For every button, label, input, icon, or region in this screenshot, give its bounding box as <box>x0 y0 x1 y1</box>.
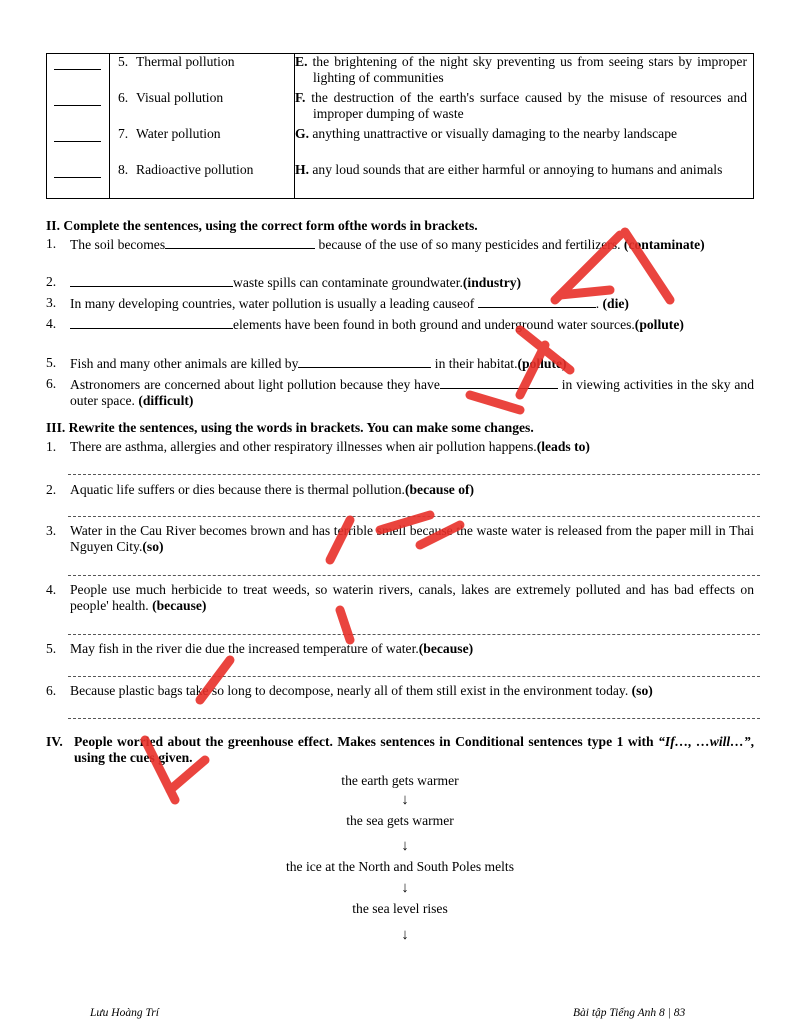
cue-step: the earth gets warmer <box>341 773 459 788</box>
item-number: 3. <box>46 295 57 310</box>
exercise-item <box>46 376 754 409</box>
section-4-title <box>46 734 754 766</box>
item-number: 4. <box>46 582 57 597</box>
answer-blank[interactable] <box>47 90 109 126</box>
item-text: because of the use of so many pesticides and fertilizers. <box>315 237 624 252</box>
matching-table <box>46 53 754 199</box>
definitions-column <box>295 54 754 199</box>
answer-blank[interactable] <box>47 126 109 162</box>
item-text: waste spills can contaminate groundwater. <box>233 275 463 290</box>
item-text: Because plastic bags take so long to decompose, nearly all of them still exist in the environment today. <box>70 683 632 698</box>
item-text: Astronomers are concerned about light pollution because they have <box>70 377 440 392</box>
term-item: 6. Visual pollution <box>118 90 224 105</box>
exercise-item <box>46 236 754 253</box>
section-3-title: III. Rewrite the sentences, using the words in brackets. You can make some changes. <box>46 420 534 435</box>
item-number: 1. <box>46 236 57 251</box>
fill-blank[interactable] <box>298 355 431 368</box>
item-number: 2. <box>46 482 57 497</box>
exercise-item <box>46 439 754 455</box>
answer-blank[interactable] <box>47 54 109 90</box>
item-text: In many developing countries, water pollution is usually a leading causeof <box>70 296 478 311</box>
item-number: 6. <box>46 376 57 391</box>
item-number: 6. <box>46 683 57 698</box>
item-number: 5. <box>46 641 57 656</box>
item-text: There are asthma, allergies and other respiratory illnesses when air pollution happens. <box>70 439 537 454</box>
exercise-item <box>46 641 754 657</box>
item-text: People use much herbicide to treat weeds, so waterin rivers, canals, lakes are extremely polluted and has bad effects on people' health. <box>70 582 754 613</box>
fill-blank[interactable] <box>70 316 233 329</box>
item-text: elements have been found in both ground and underground water sources. <box>233 317 635 332</box>
exercise-item <box>46 355 754 372</box>
definition-item: G. anything unattractive or visually damaging to the nearby landscape <box>295 126 678 141</box>
item-text: Water in the Cau River becomes brown and has terrible smell because the waste water is released from the paper mill in Thai Nguyen City. <box>70 523 754 554</box>
exercise-item <box>46 482 754 498</box>
term-item: 5. Thermal pollution <box>118 54 235 69</box>
answer-blanks-column <box>47 54 110 199</box>
word-cue: (so) <box>142 539 164 554</box>
answer-line[interactable] <box>68 474 760 475</box>
word-cue: (because) <box>418 641 474 656</box>
word-cue: (industry) <box>462 275 522 290</box>
exercise-item <box>46 523 754 555</box>
item-number: 1. <box>46 439 57 454</box>
terms-column <box>110 54 295 199</box>
word-cue: (because of) <box>404 482 475 497</box>
term-item: 8. Radioactive pollution <box>118 162 254 177</box>
title-text: , using the cues given. <box>74 734 754 765</box>
answer-line[interactable] <box>68 634 760 635</box>
item-number: 5. <box>46 355 57 370</box>
footer-page: Bài tập Tiếng Anh 8 | 83 <box>573 1007 686 1019</box>
exercise-item <box>46 295 754 312</box>
definition-item: E. the brightening of the night sky preventing us from seeing stars by improper lighting of communities <box>295 54 747 85</box>
exercise-item <box>46 316 754 333</box>
word-cue: (because) <box>152 598 207 613</box>
word-cue: (pollute) <box>517 356 567 371</box>
word-cue: (so) <box>631 683 653 698</box>
item-text: . <box>595 296 603 311</box>
exercise-item <box>46 274 754 291</box>
answer-line[interactable] <box>68 516 760 517</box>
fill-blank[interactable] <box>165 236 315 249</box>
title-italic: “If…, …will…” <box>658 734 751 749</box>
cue-step: the sea level rises <box>352 901 448 916</box>
exercise-item <box>46 683 754 699</box>
title-text: People worried about the greenhouse effect. Makes sentences in Conditional sentences type 1 with <box>74 734 659 749</box>
item-text: Aquatic life suffers or dies because there is thermal pollution. <box>70 482 405 497</box>
item-number: 2. <box>46 274 57 289</box>
cue-step: the ice at the North and South Poles melts <box>285 859 515 874</box>
answer-blank[interactable] <box>47 162 109 198</box>
item-text: in their habitat. <box>431 356 518 371</box>
cue-step: the sea gets warmer <box>346 813 454 828</box>
fill-blank[interactable] <box>440 376 558 389</box>
exercise-item <box>46 582 754 614</box>
item-text: in viewing activities in the sky and outer space. <box>70 377 755 408</box>
footer-author: Lưu Hoàng Trí <box>90 1007 159 1019</box>
item-text: The soil becomes <box>70 237 166 252</box>
item-number: 4. <box>46 316 57 331</box>
word-cue: (contaminate) <box>623 237 705 252</box>
word-cue: (pollute) <box>634 317 684 332</box>
fill-blank[interactable] <box>70 274 233 287</box>
section-2-title: II. Complete the sentences, using the correct form ofthe words in brackets. <box>46 218 478 233</box>
down-arrow-icon: ↓ <box>401 792 409 808</box>
fill-blank[interactable] <box>478 295 596 308</box>
down-arrow-icon: ↓ <box>401 927 409 943</box>
down-arrow-icon: ↓ <box>401 880 409 896</box>
word-cue: (difficult) <box>138 393 194 408</box>
answer-line[interactable] <box>68 676 760 677</box>
term-item: 7. Water pollution <box>118 126 221 141</box>
down-arrow-icon: ↓ <box>401 838 409 854</box>
definition-item: F. the destruction of the earth's surface caused by the misuse of resources and improper dumping of waste <box>295 90 747 121</box>
answer-line[interactable] <box>68 575 760 576</box>
item-text: May fish in the river die due the increased temperature of water. <box>70 641 419 656</box>
answer-line[interactable] <box>68 718 760 719</box>
definition-item: H. any loud sounds that are either harmful or annoying to humans and animals <box>295 162 723 177</box>
item-number: 3. <box>46 523 57 538</box>
section-number: IV. <box>46 734 63 749</box>
item-text: Fish and many other animals are killed by <box>70 356 299 371</box>
word-cue: (die) <box>602 296 629 311</box>
word-cue: (leads to) <box>536 439 590 454</box>
